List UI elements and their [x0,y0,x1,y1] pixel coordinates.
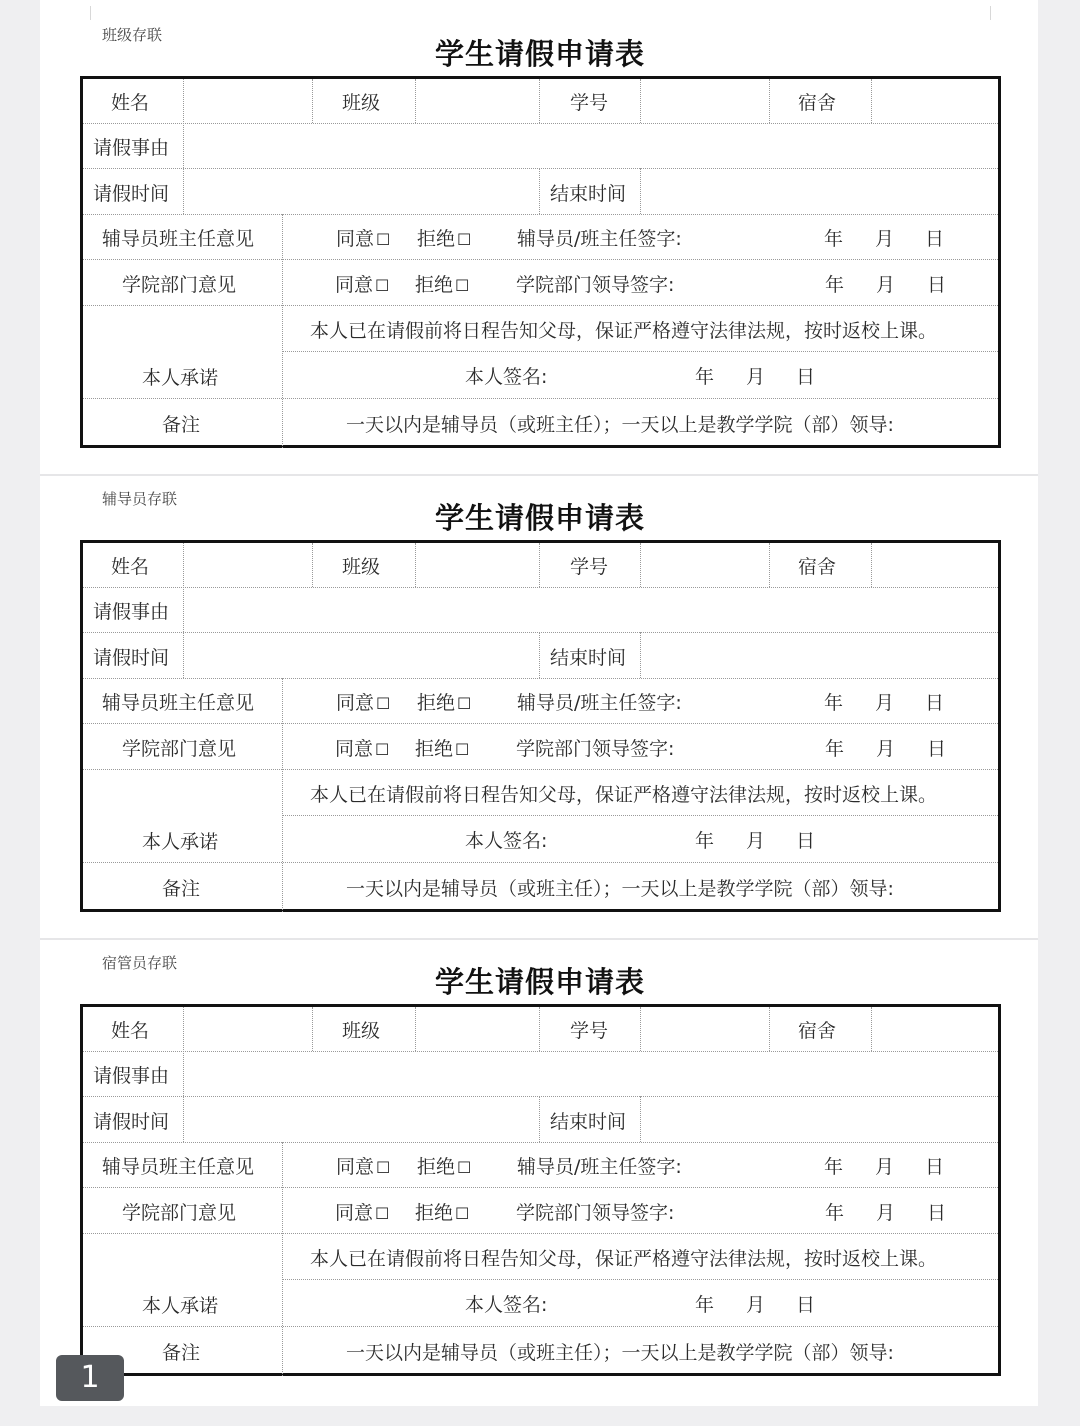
label-reason: 请假事由 [93,137,170,159]
end-time-field[interactable] [642,1099,997,1140]
college-reject-checkbox[interactable]: 拒绝 ☐ [415,1202,470,1224]
label-name: 姓名 [111,1020,150,1042]
form-title: 学生请假申请表 [434,501,645,535]
leave-form [0,954,1080,1426]
college-date-month: 月 [876,274,896,296]
remarks-text: 一天以内是辅导员（或班主任）；一天以上是教学学院（部）领导: [346,1342,894,1364]
self-date-day: 日 [796,366,816,388]
class-field[interactable] [417,81,538,121]
self-date-year: 年 [695,1294,715,1316]
self-signature-label: 本人签名: [465,366,548,388]
label-leave-time: 请假时间 [93,1111,170,1133]
crop-mark [990,6,991,20]
college-signature-label: 学院部门领导签字: [516,738,675,760]
label-dorm: 宿舍 [798,92,837,114]
label-college-opinion: 学院部门意见 [122,738,237,760]
checkbox-icon: ☐ [376,230,391,249]
dorm-field[interactable] [873,1009,997,1049]
form-title: 学生请假申请表 [434,37,645,71]
college-date-day: 日 [927,738,947,760]
advisor-date-year: 年 [824,692,844,714]
college-date-year: 年 [825,1202,845,1224]
self-date-month: 月 [746,1294,766,1316]
checkbox-icon: ☐ [455,740,470,759]
label-class: 班级 [342,556,381,578]
name-field[interactable] [185,1009,311,1049]
dorm-field[interactable] [873,81,997,121]
self-date-day: 日 [796,830,816,852]
college-date-month: 月 [876,1202,896,1224]
label-dorm: 宿舍 [798,556,837,578]
student-id-field[interactable] [642,545,768,585]
reason-field[interactable] [185,1054,997,1094]
leave-time-field[interactable] [185,1099,538,1140]
advisor-date-month: 月 [875,1156,895,1178]
label-reason: 请假事由 [93,601,170,623]
advisor-date-month: 月 [875,692,895,714]
college-date-year: 年 [825,274,845,296]
label-end-time: 结束时间 [550,1111,627,1133]
pledge-text: 本人已在请假前将日程告知父母，保证严格遵守法律法规，按时返校上课。 [310,784,938,806]
end-time-field[interactable] [642,171,997,212]
label-dorm: 宿舍 [798,1020,837,1042]
college-signature-label: 学院部门领导签字: [516,274,675,296]
advisor-signature-label: 辅导员/班主任签字: [517,228,682,250]
college-date-day: 日 [927,274,947,296]
self-date-month: 月 [746,830,766,852]
remarks-text: 一天以内是辅导员（或班主任）；一天以上是教学学院（部）领导: [346,878,894,900]
checkbox-icon: ☐ [375,740,390,759]
self-signature-label: 本人签名: [465,1294,548,1316]
college-date-year: 年 [825,738,845,760]
reason-field[interactable] [185,126,997,166]
label-student-id: 学号 [570,92,609,114]
label-remarks: 备注 [162,414,201,436]
advisor-date-day: 日 [925,228,945,250]
class-field[interactable] [417,545,538,585]
label-student-id: 学号 [570,1020,609,1042]
college-date-day: 日 [927,1202,947,1224]
advisor-date-year: 年 [824,228,844,250]
college-date-month: 月 [876,738,896,760]
student-id-field[interactable] [642,81,768,121]
college-signature-label: 学院部门领导签字: [516,1202,675,1224]
advisor-reject-checkbox[interactable]: 拒绝 ☐ [417,692,472,714]
label-name: 姓名 [111,92,150,114]
label-pledge: 本人承诺 [142,831,219,853]
checkbox-icon: ☐ [457,230,472,249]
copy-label: 辅导员存联 [102,490,178,508]
checkbox-icon: ☐ [375,1204,390,1223]
copy-label: 宿管员存联 [102,954,178,972]
checkbox-icon: ☐ [376,694,391,713]
form-title: 学生请假申请表 [434,965,645,999]
label-pledge: 本人承诺 [142,367,219,389]
leave-table [80,540,1001,912]
pledge-text: 本人已在请假前将日程告知父母，保证严格遵守法律法规，按时返校上课。 [310,320,938,342]
checkbox-icon: ☐ [376,1158,391,1177]
college-agree-checkbox[interactable]: 同意 ☐ [335,738,390,760]
advisor-reject-checkbox[interactable]: 拒绝 ☐ [417,1156,472,1178]
self-date-month: 月 [746,366,766,388]
leave-time-field[interactable] [185,171,538,212]
college-agree-checkbox[interactable]: 同意 ☐ [335,1202,390,1224]
crop-mark [90,6,91,20]
self-date-day: 日 [796,1294,816,1316]
checkbox-icon: ☐ [455,1204,470,1223]
checkbox-icon: ☐ [375,276,390,295]
name-field[interactable] [185,545,311,585]
reason-field[interactable] [185,590,997,630]
leave-table [80,76,1001,448]
label-remarks: 备注 [162,1342,201,1364]
remarks-text: 一天以内是辅导员（或班主任）；一天以上是教学学院（部）领导: [346,414,894,436]
checkbox-icon: ☐ [457,694,472,713]
advisor-reject-checkbox[interactable]: 拒绝 ☐ [417,228,472,250]
dorm-field[interactable] [873,545,997,585]
label-class: 班级 [342,1020,381,1042]
advisor-date-day: 日 [925,1156,945,1178]
college-reject-checkbox[interactable]: 拒绝 ☐ [415,274,470,296]
checkbox-icon: ☐ [455,276,470,295]
advisor-signature-label: 辅导员/班主任签字: [517,692,682,714]
advisor-agree-checkbox[interactable]: 同意 ☐ [336,1156,391,1178]
page-number-badge: 1 [56,1355,124,1401]
label-remarks: 备注 [162,878,201,900]
label-name: 姓名 [111,556,150,578]
label-college-opinion: 学院部门意见 [122,274,237,296]
advisor-agree-checkbox[interactable]: 同意 ☐ [336,228,391,250]
college-agree-checkbox[interactable]: 同意 ☐ [335,274,390,296]
self-date-year: 年 [695,366,715,388]
copy-label: 班级存联 [102,26,163,44]
self-signature-label: 本人签名: [465,830,548,852]
label-class: 班级 [342,92,381,114]
student-id-field[interactable] [642,1009,768,1049]
label-advisor-opinion: 辅导员班主任意见 [102,1156,255,1178]
advisor-date-month: 月 [875,228,895,250]
advisor-agree-checkbox[interactable]: 同意 ☐ [336,692,391,714]
leave-table [80,1004,1001,1376]
advisor-signature-label: 辅导员/班主任签字: [517,1156,682,1178]
self-date-year: 年 [695,830,715,852]
checkbox-icon: ☐ [457,1158,472,1177]
label-leave-time: 请假时间 [93,183,170,205]
college-reject-checkbox[interactable]: 拒绝 ☐ [415,738,470,760]
label-college-opinion: 学院部门意见 [122,1202,237,1224]
label-end-time: 结束时间 [550,647,627,669]
label-advisor-opinion: 辅导员班主任意见 [102,228,255,250]
label-reason: 请假事由 [93,1065,170,1087]
advisor-date-day: 日 [925,692,945,714]
name-field[interactable] [185,81,311,121]
label-pledge: 本人承诺 [142,1295,219,1317]
label-end-time: 结束时间 [550,183,627,205]
label-student-id: 学号 [570,556,609,578]
end-time-field[interactable] [642,635,997,676]
label-leave-time: 请假时间 [93,647,170,669]
advisor-date-year: 年 [824,1156,844,1178]
pledge-text: 本人已在请假前将日程告知父母，保证严格遵守法律法规，按时返校上课。 [310,1248,938,1270]
leave-time-field[interactable] [185,635,538,676]
label-advisor-opinion: 辅导员班主任意见 [102,692,255,714]
class-field[interactable] [417,1009,538,1049]
